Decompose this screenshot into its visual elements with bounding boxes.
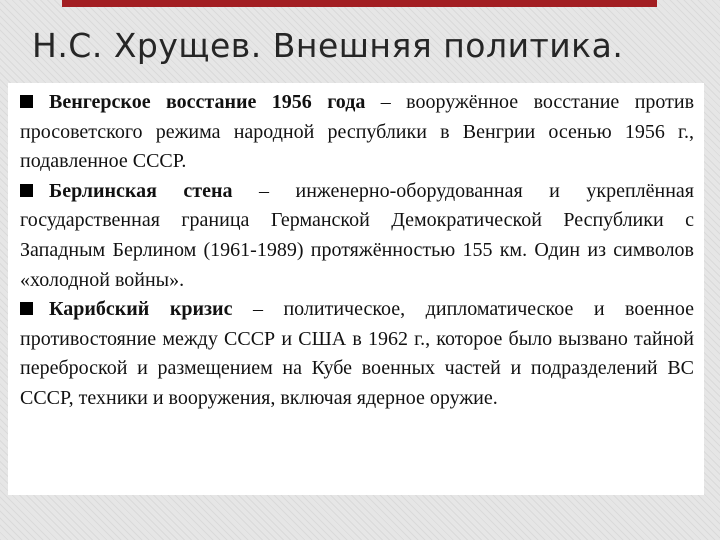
item-description: – инженерно-оборудованная и укреплённая государственная граница Германской Демократической Республики с Западным Берлином (1961-1989) протяжённостью 155 км. Один из символов «холодной войны». bbox=[20, 179, 694, 291]
title-accent-bar bbox=[62, 0, 657, 7]
list-item-cuban-missile-crisis bbox=[20, 295, 694, 413]
list-item-hungarian-uprising bbox=[20, 88, 694, 177]
square-bullet-icon bbox=[20, 184, 33, 197]
content-box bbox=[8, 83, 704, 495]
item-term: Карибский кризис bbox=[49, 298, 233, 321]
slide-title: Н.С. Хрущев. Внешняя политика. bbox=[32, 26, 624, 65]
list-item-berlin-wall bbox=[20, 177, 694, 295]
item-term: Берлинская стена bbox=[49, 179, 233, 202]
item-description: – политическое, дипломатическое и военное противостояние между СССР и США в 1962 г., которое было вызвано тайной переброской и размещением на Кубе военных частей и подразделений ВС СССР, техники и вооружения, включая ядерное оружие. bbox=[20, 298, 694, 409]
square-bullet-icon bbox=[20, 95, 33, 108]
item-term: Венгерское восстание 1956 года bbox=[49, 91, 366, 113]
square-bullet-icon bbox=[20, 302, 33, 315]
item-description: – вооружённое восстание против просоветского режима народной республики в Венгрии осенью 1956 г., подавленное СССР. bbox=[20, 91, 695, 173]
